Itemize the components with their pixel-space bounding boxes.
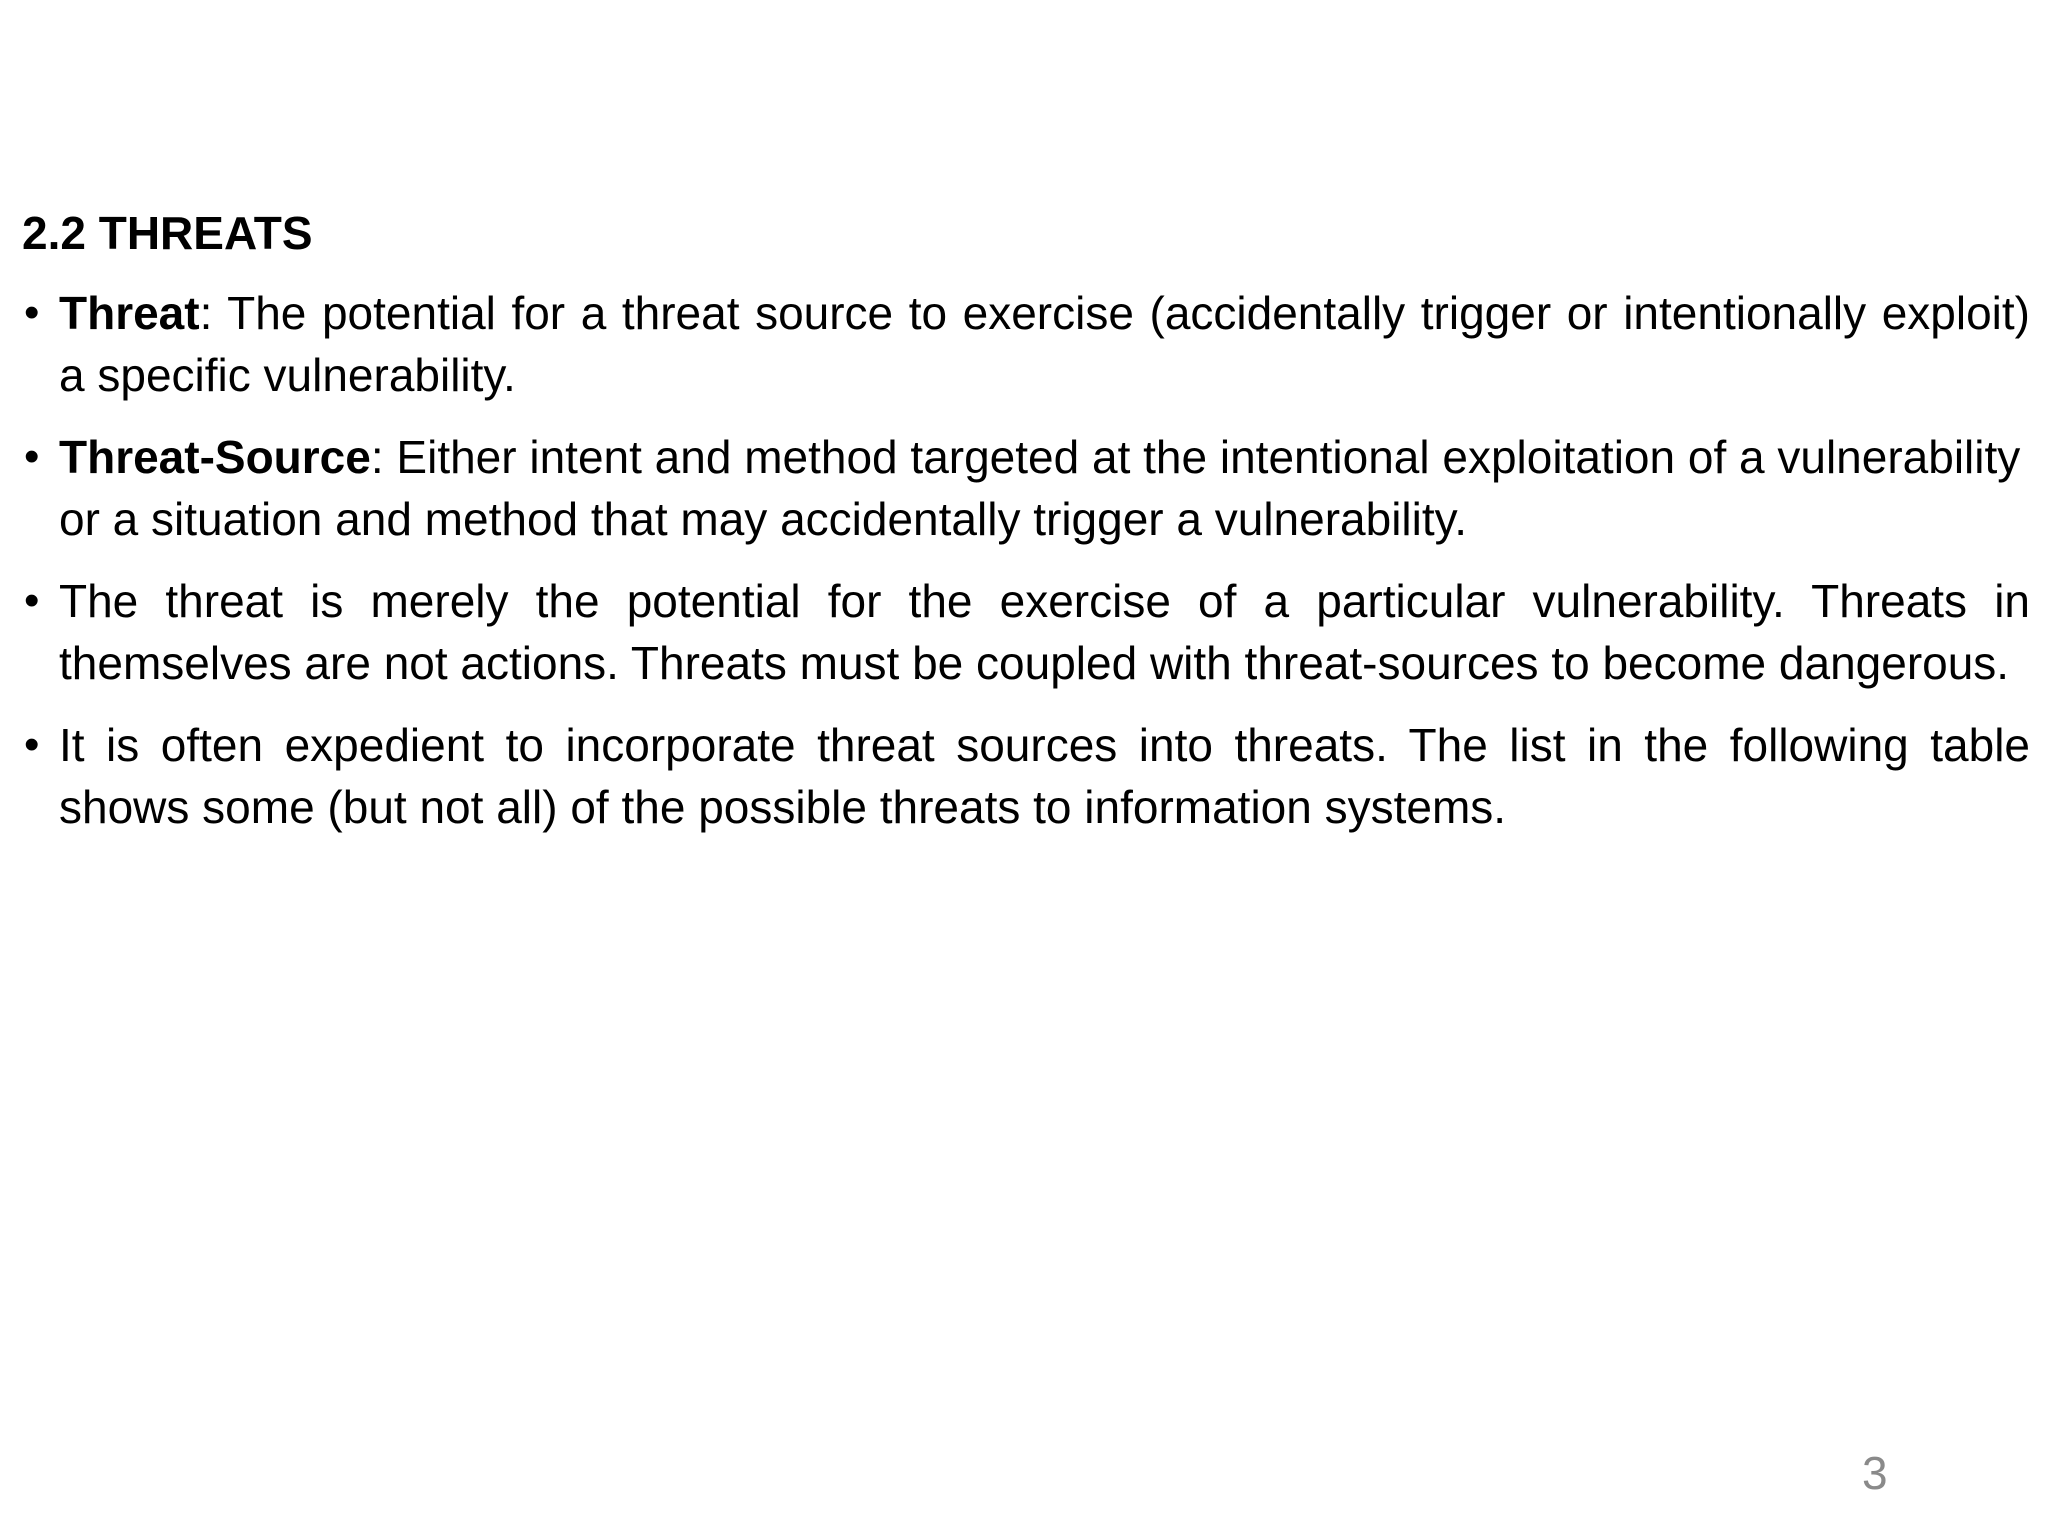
bullet-item-threat-source <box>22 426 2030 550</box>
bullet-list <box>22 282 2030 858</box>
bullet-dot-icon: • <box>24 288 40 337</box>
bullet-item-threat-list <box>22 714 2030 838</box>
page-number: 3 <box>1862 1447 1888 1499</box>
bullet-term: Threat <box>59 287 200 339</box>
bullet-dot-icon: • <box>24 720 40 769</box>
bullet-text: The potential for a threat source to exercise (accidentally trigger or intentionally exploit) a specific vulnerability. <box>59 287 2030 401</box>
slide-heading: 2.2 THREATS <box>22 207 313 259</box>
bullet-term-separator: : <box>370 431 384 483</box>
bullet-dot-icon: • <box>24 576 40 625</box>
bullet-item-threat <box>22 282 2030 406</box>
bullet-item-threat-potential <box>22 570 2030 694</box>
bullet-term-separator: : <box>199 287 213 339</box>
bullet-text: Either intent and method targeted at the intentional exploitation of a vulnerability or a situation and method that may accidentally trigger a vulnerability. <box>59 431 2021 545</box>
bullet-text: The threat is merely the potential for the exercise of a particular vulnerability. Threats in themselves are not actions. Threats must be coupled with threat-sources to become dangerous. <box>59 575 2030 689</box>
bullet-term: Threat-Source <box>59 431 371 483</box>
bullet-text: It is often expedient to incorporate threat sources into threats. The list in the following table shows some (but not all) of the possible threats to information systems. <box>59 719 2030 833</box>
bullet-dot-icon: • <box>24 432 40 481</box>
